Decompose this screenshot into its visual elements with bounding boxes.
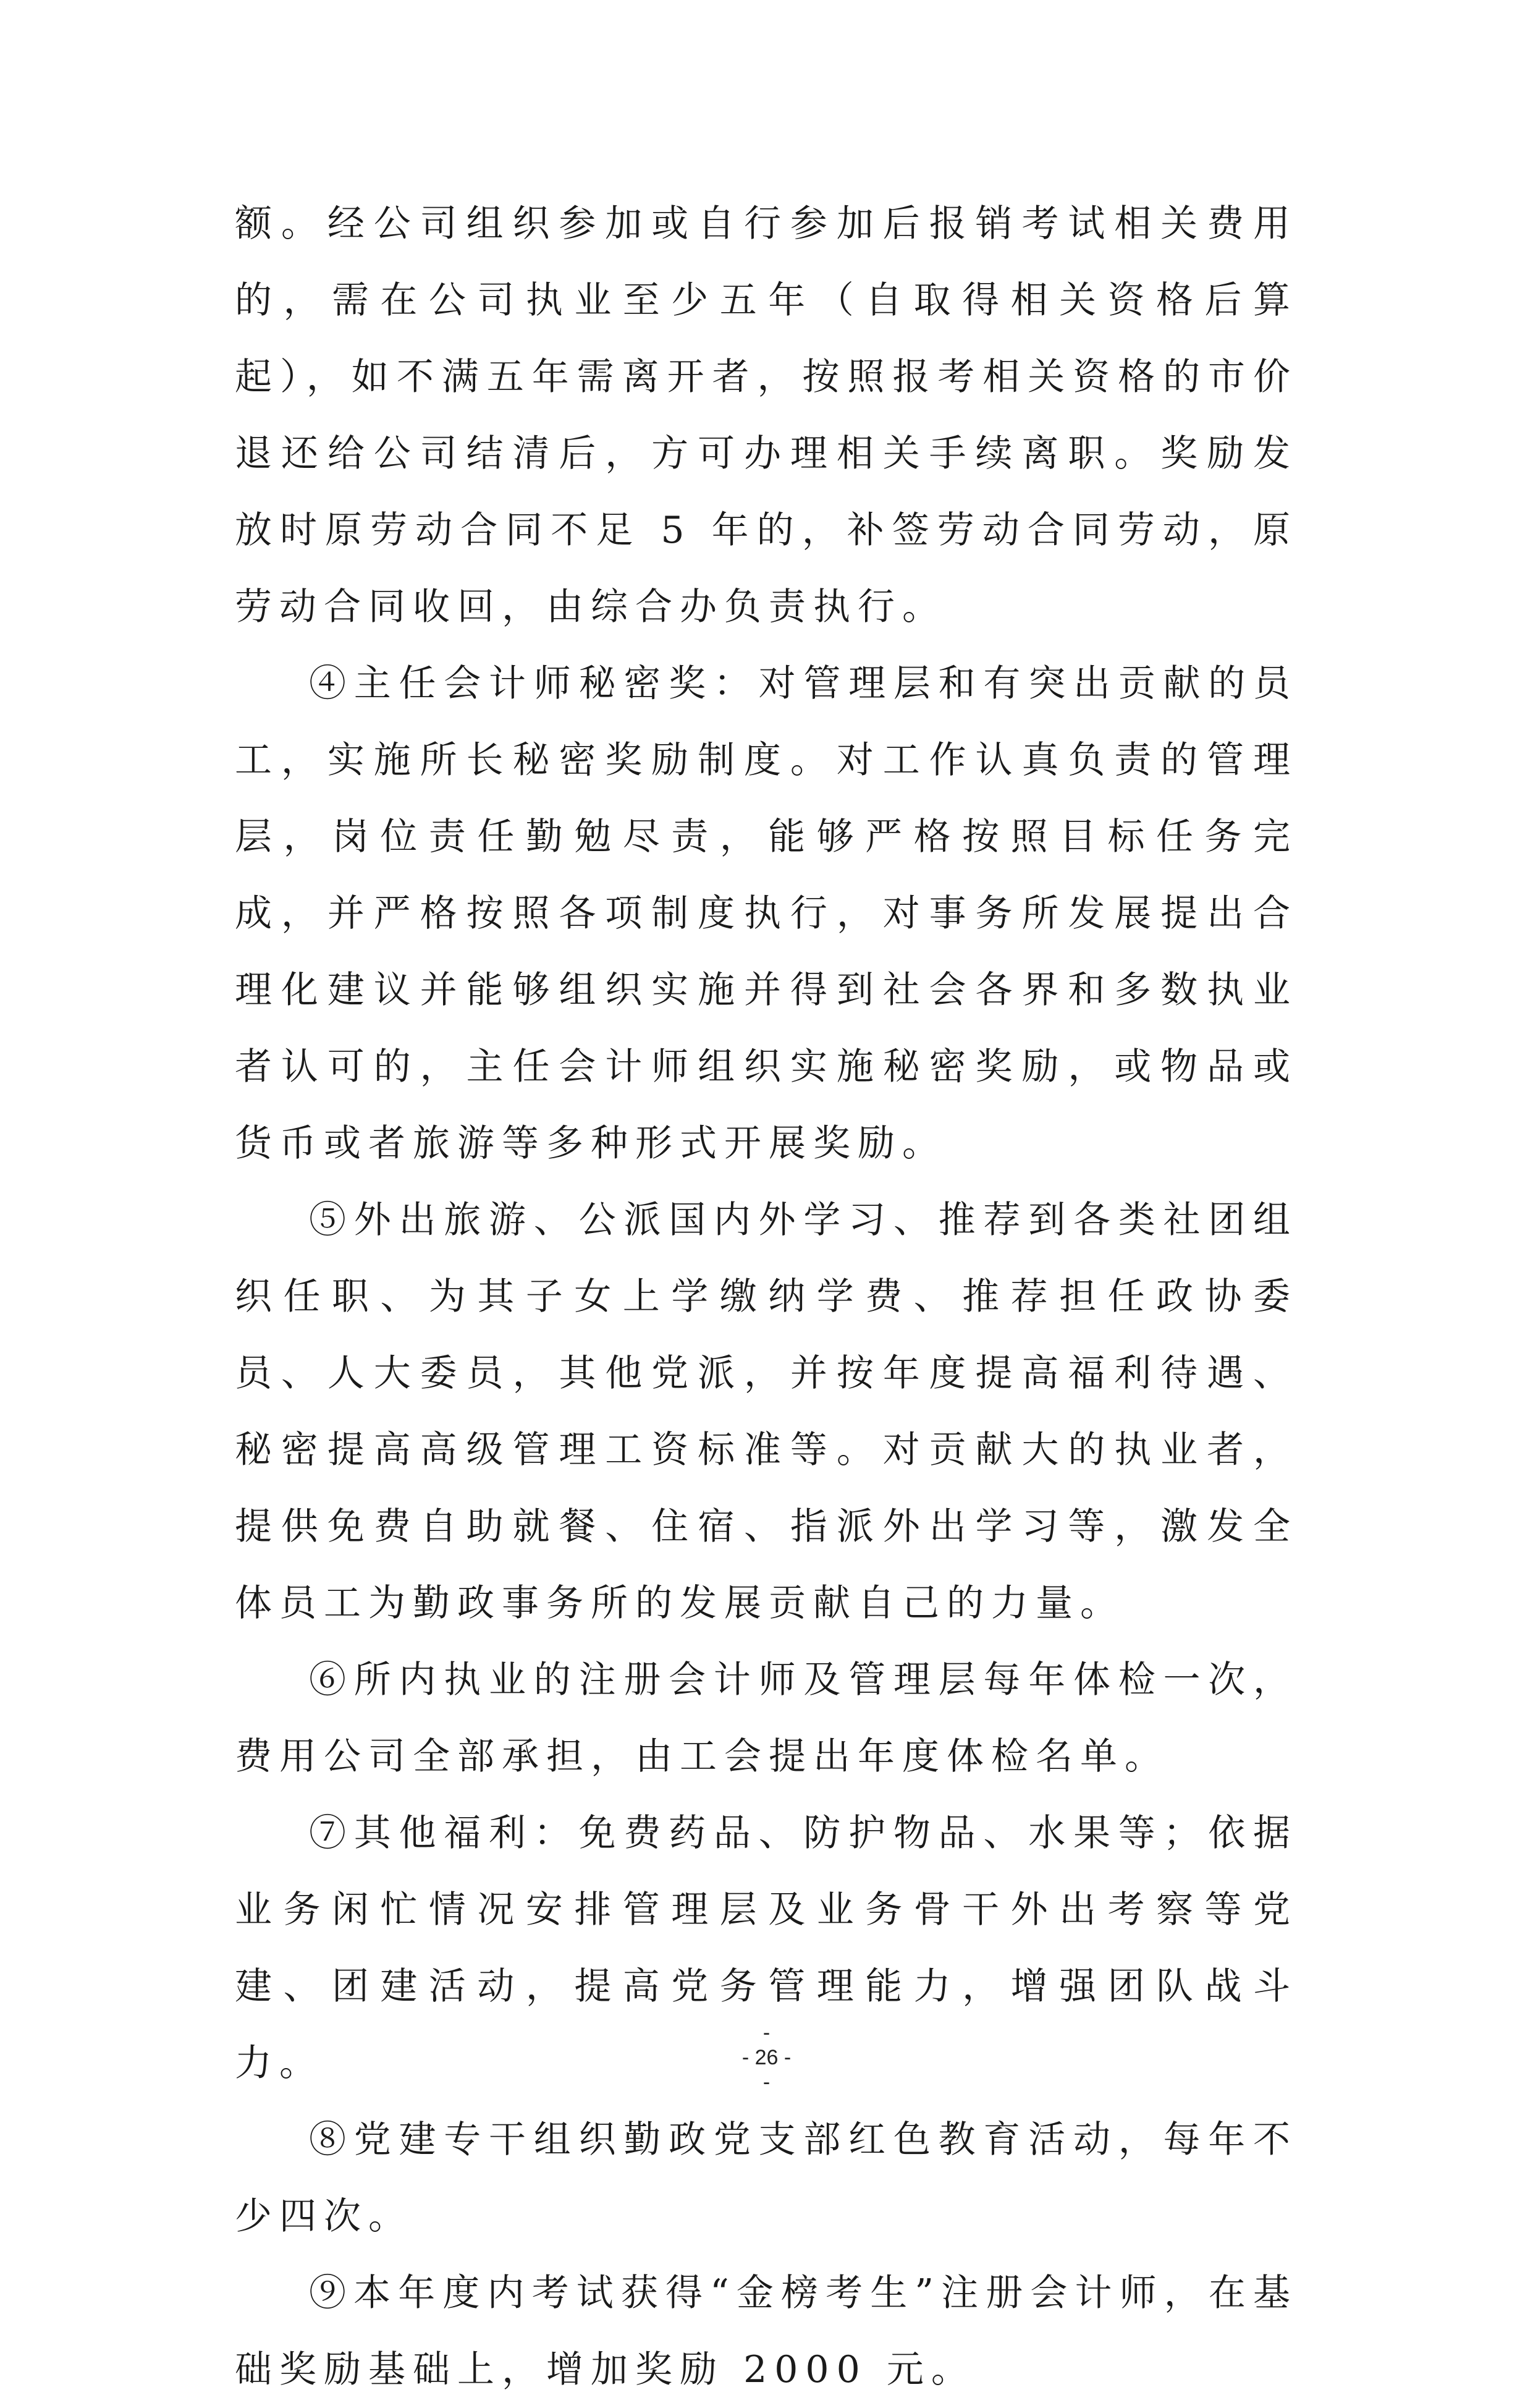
paragraph-item-4: ④主任会计师秘密奖：对管理层和有突出贡献的员工，实施所长秘密奖励制度。对工作认真负责的管理层，岗位责任勤勉尽责，能够严格按照目标任务完成，并严格按照各项制度执行，对事务所发展提出合理化建议并能够组织实施并得到社会各界和多数执业者认可的，主任会计师组织实施秘密奖励，或物品或货币或者旅游等多种形式开展奖励。 (235, 662, 1298, 1165)
paragraph-item-8: ⑧党建专干组织勤政党支部红色教育活动，每年不少四次。 (235, 2118, 1298, 2238)
page-number: - 26 - (741, 2046, 792, 2069)
paragraph-item-7: ⑦其他福利：免费药品、防护物品、水果等；依据业务闲忙情况安排管理层及业务骨干外出考察等党建、团建活动，提高党务管理能力，增强团队战斗力。 (235, 1812, 1298, 2085)
paragraph-item-9: ⑨本年度内考试获得“金榜考生”注册会计师，在基础奖励基础上，增加奖励 2000 元。 (235, 2271, 1298, 2391)
footer-top-mark: - (762, 2021, 771, 2045)
footer-bottom-mark: - (762, 2071, 771, 2094)
paragraph-item-6: ⑥所内执业的注册会计师及管理层每年体检一次，费用公司全部承担，由工会提出年度体检名单。 (235, 1658, 1298, 1778)
paragraph-continuation: 额。经公司组织参加或自行参加后报销考试相关费用的，需在公司执业至少五年（自取得相关资格后算起），如不满五年需离开者，按照报考相关资格的市价退还给公司结清后，方可办理相关手续离职。奖励发放时原劳动合同不足 5 年的，补签劳动合同劳动，原劳动合同收回，由综合办负责执行。 (235, 202, 1298, 629)
paragraph-item-5: ⑤外出旅游、公派国内外学习、推荐到各类社团组织任职、为其子女上学缴纳学费、推荐担任政协委员、人大委员，其他党派，并按年度提高福利待遇、秘密提高高级管理工资标准等。对贡献大的执业者，提供免费自助就餐、住宿、指派外出学习等，激发全体员工为勤政事务所的发展贡献自己的力量。 (235, 1198, 1298, 1625)
